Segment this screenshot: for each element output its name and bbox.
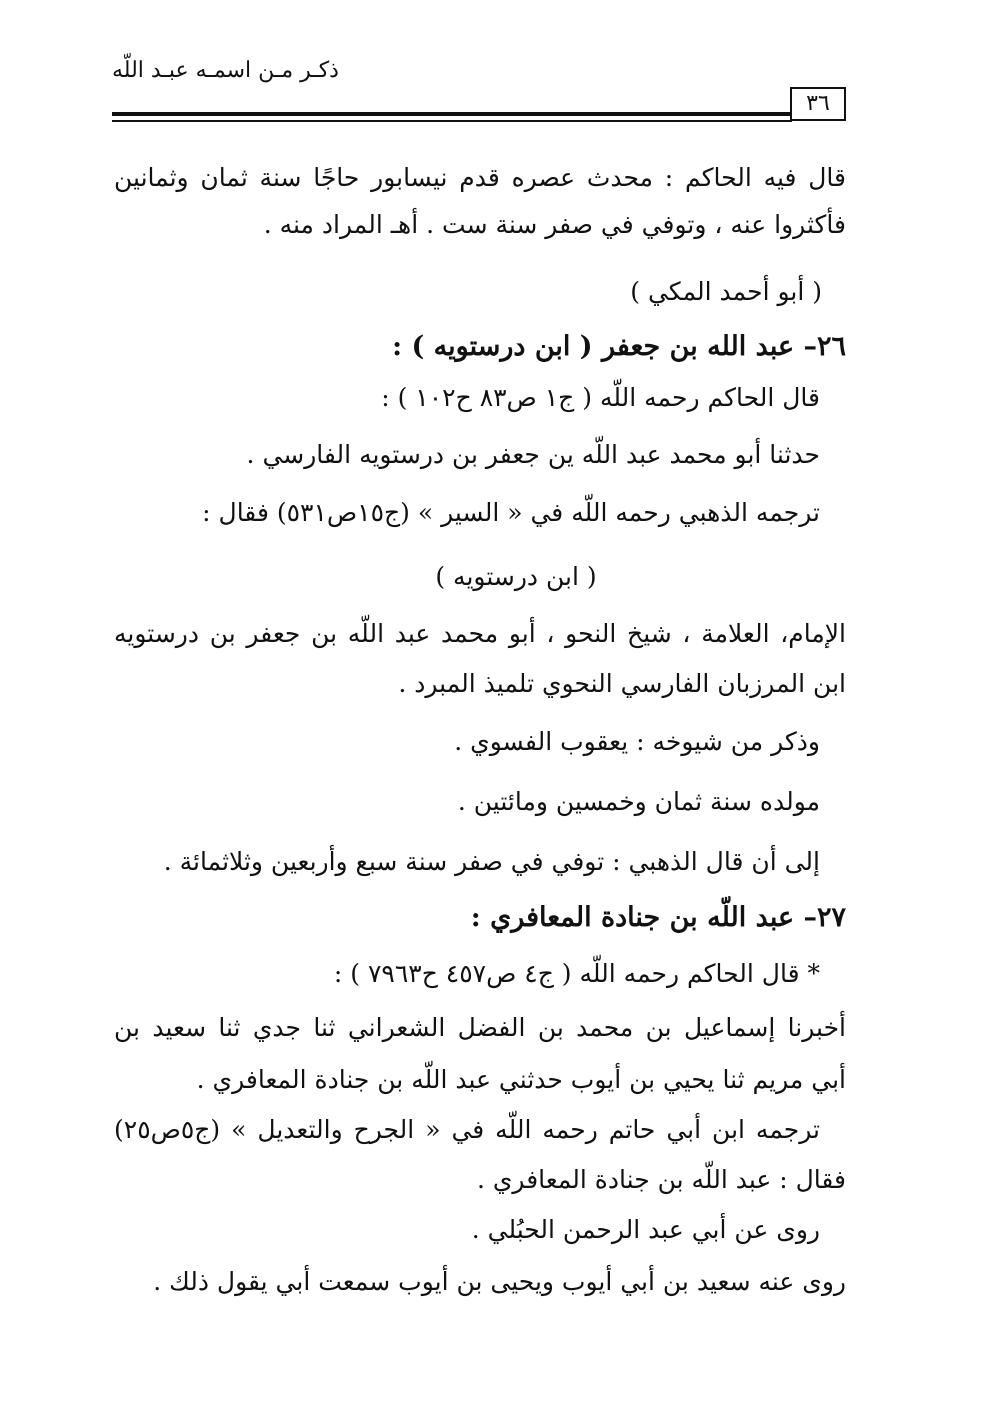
page-number: ٣٦ [806,91,830,116]
text-line: حدثنا أبو محمد عبد اللّه ين جعفر بن درستويه الفارسي . [246,440,820,469]
entry-heading-27: ٢٧– عبد اللّه بن جنادة المعافري : [470,902,846,933]
text-line: إلى أن قال الذهبي : توفي في صفر سنة سبع وأربعين وثلاثمائة . [163,847,820,876]
section-note: ( أبو أحمد المكي ) [630,277,822,306]
running-header-title [112,58,472,83]
text-line: قال فيه الحاكم : محدث عصره قدم نيسابور حاجًا سنة ثمان وثمانين [114,163,846,192]
text-line: الإمام، العلامة ، شيخ النحو ، أبو محمد عبد اللّه بن جعفر بن درستويه [114,619,846,648]
text-line: أبي مريم ثنا يحيي بن أيوب حدثني عبد اللّه بن جنادة المعافري . [196,1065,846,1094]
header-rule-thick [112,112,792,116]
text-line: فقال : عبد اللّه بن جنادة المعافري . [476,1165,846,1194]
header-rule-thin [112,120,792,122]
text-line: روى عن أبي عبد الرحمن الحبُلي . [471,1215,820,1244]
text-line: مولده سنة ثمان وخمسين ومائتين . [457,787,820,816]
text-line: روى عنه سعيد بن أبي أيوب ويحيى بن أيوب سمعت أبي يقول ذلك . [153,1267,846,1296]
page-number-box [790,87,846,121]
text-line: * قال الحاكم رحمه اللّه ( ج٤ ص٤٥٧ ح٧٩٦٣ ) : [333,959,820,988]
text-line: وذكر من شيوخه : يعقوب الفسوي . [454,727,820,756]
text-line: ابن المرزبان الفارسي النحوي تلميذ المبرد . [398,669,846,698]
text-line: أخبرنا إسماعيل بن محمد بن الفضل الشعراني ثنا جدي ثنا سعيد بن [114,1013,846,1042]
text-line: ترجمه ابن أبي حاتم رحمه اللّه في « الجرح والتعديل » (ج٥ص٢٥) [114,1115,820,1144]
text-line: قال الحاكم رحمه اللّه ( ج١ ص٨٣ ح١٠٢ ) : [381,383,820,412]
text-line: ترجمه الذهبي رحمه اللّه في « السير » (ج١٥ص٥٣١) فقال : [202,498,820,527]
text-line: فأكثروا عنه ، وتوفي في صفر سنة ست . أهـ المراد منه . [263,210,846,239]
subheading: ( ابن درستويه ) [435,562,597,591]
running-header-text: ذكـر مـن اسمـه عبـد اللّه [112,58,339,83]
entry-heading-26: ٢٦– عبد الله بن جعفر ( ابن درستويه ) : [392,331,846,362]
